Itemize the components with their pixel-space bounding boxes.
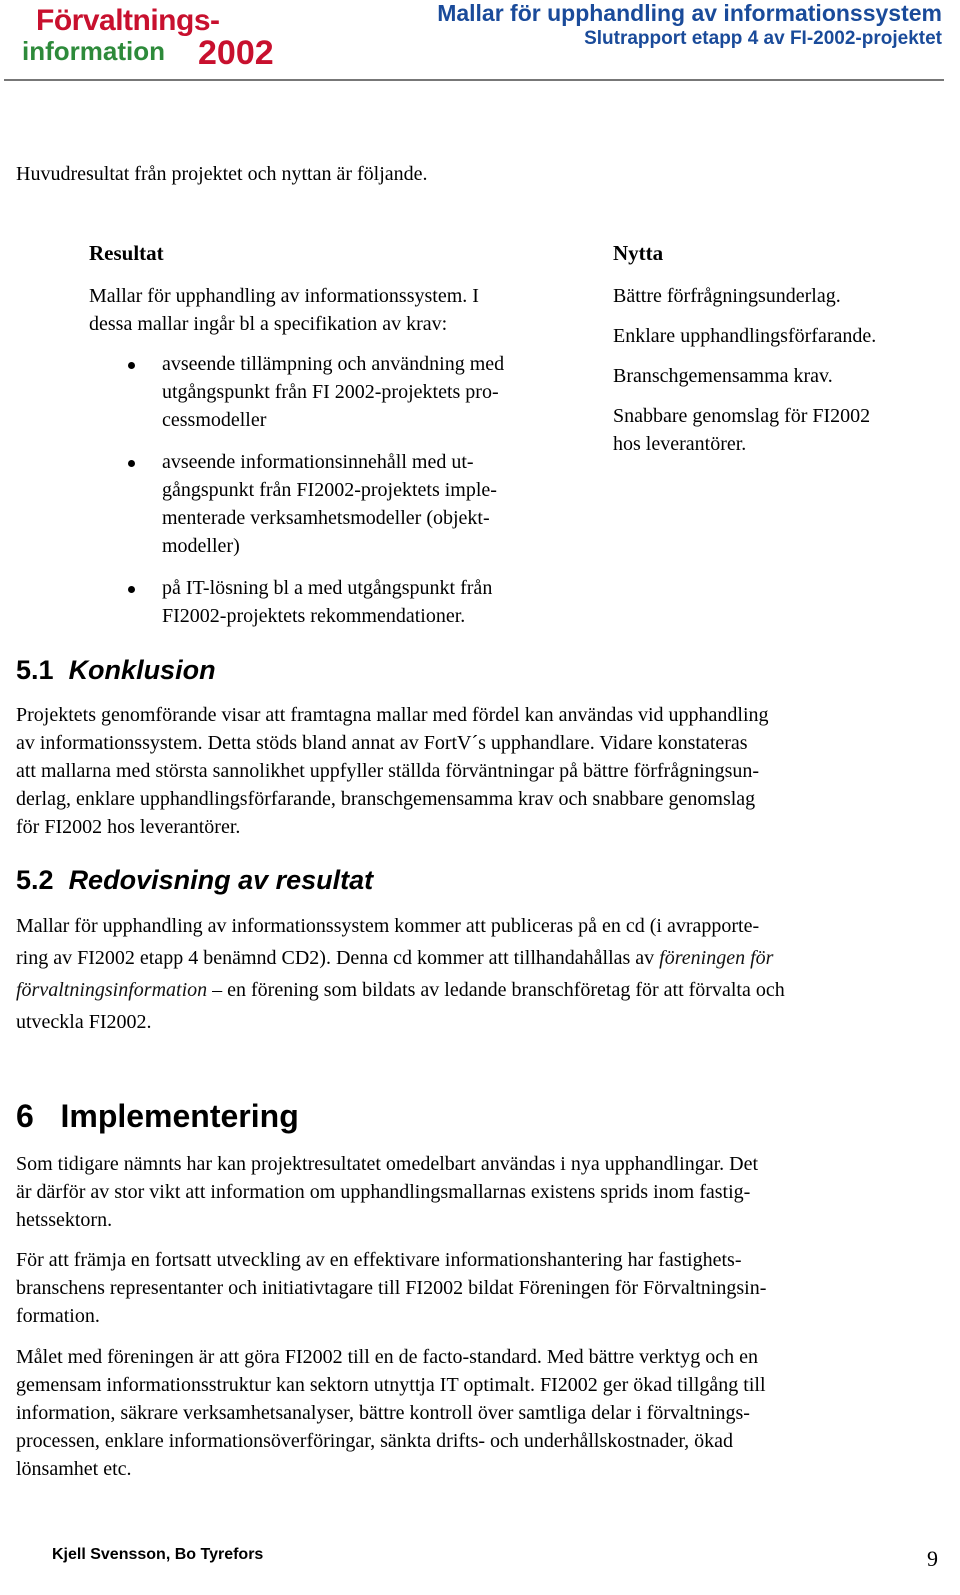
paragraph-line: information, säkrare verksamhetsanalyser, bättre kontroll över samtliga delar i förvaltnings-: [16, 1402, 750, 1424]
paragraph-line: För att främja en fortsatt utveckling av en effektivare informationshantering har fastighets-: [16, 1249, 742, 1271]
nytta-item: Bättre förfrågningsunderlag.: [613, 285, 841, 307]
text-run: – en förening som bildats av ledande branschföretag för att förvalta och: [207, 979, 785, 1001]
resultat-line: Mallar för upphandling av informationssystem. I: [89, 285, 479, 307]
section-title: Konklusion: [68, 655, 216, 685]
paragraph-line: för FI2002 hos leverantörer.: [16, 816, 241, 838]
implementering-paragraph: [16, 1246, 941, 1330]
paragraph-line: derlag, enklare upphandlingsförfarande, branschgemensamma krav och snabbare genomslag: [16, 788, 756, 810]
page-header: [0, 0, 960, 82]
paragraph-line: gemensam informationsstruktur kan sektorn utnyttja IT optimalt. FI2002 ger ökad tillgång till: [16, 1374, 766, 1396]
paragraph-line: formation.: [16, 1305, 100, 1327]
redovisning-paragraph: [16, 910, 941, 1038]
intro-text: Huvudresultat från projektet och nyttan är följande.: [16, 163, 428, 185]
nytta-item: Branschgemensamma krav.: [613, 365, 833, 387]
paragraph-line: Målet med föreningen är att göra FI2002 till en de facto-standard. Med bättre verktyg och en: [16, 1346, 758, 1368]
paragraph-line: är därför av stor vikt att information om upphandlingsmallarnas existens sprids inom fastig-: [16, 1181, 751, 1203]
nytta-item: hos leverantörer.: [613, 433, 747, 455]
resultat-heading: Resultat: [89, 241, 164, 265]
logo-year: 2002: [198, 34, 274, 72]
paragraph-line: utveckla FI2002.: [16, 1011, 152, 1033]
implementering-paragraph: [16, 1150, 941, 1234]
paragraph-line: [16, 974, 941, 1006]
forvaltningsinformation-logo: [22, 4, 272, 74]
nytta-heading: Nytta: [613, 241, 664, 265]
chapter-title: Implementering: [60, 1098, 299, 1134]
document-title: Mallar för upphandling av informationssystem: [437, 0, 942, 26]
bullet-line: modeller): [162, 535, 240, 557]
section-heading-5-2: [16, 865, 373, 896]
nytta-item: Snabbare genomslag för FI2002: [613, 405, 871, 427]
document-subtitle: Slutrapport etapp 4 av FI-2002-projektet: [584, 28, 942, 49]
bullet-dot: [128, 586, 135, 593]
paragraph-line: Som tidigare nämnts har kan projektresultatet omedelbart användas i nya upphandlingar. Det: [16, 1153, 759, 1175]
bullet-line: avseende tillämpning och användning med: [162, 353, 505, 375]
section-title: Redovisning av resultat: [68, 865, 374, 895]
bullet-dot: [128, 362, 135, 369]
bullet-line: menterade verksamhetsmodeller (objekt-: [162, 507, 490, 529]
bullet-line: avseende informationsinnehåll med ut-: [162, 451, 474, 473]
logo-line2: information: [22, 36, 165, 66]
text-run: ring av FI2002 etapp 4 benämnd CD2). Denna cd kommer att tillhandahållas av: [16, 947, 655, 969]
bullet-item: [162, 448, 612, 560]
bullet-item: [162, 350, 612, 434]
paragraph-line: att mallarna med största sannolikhet uppfyller ställda förväntningar på bättre förfrågningsun-: [16, 760, 760, 782]
nytta-item: Enklare upphandlingsförfarande.: [613, 325, 877, 347]
resultat-text: [89, 282, 589, 338]
chapter-number: 6: [16, 1098, 34, 1134]
paragraph-line: av informationssystem. Detta stöds bland annat av FortV´s upphandlare. Vidare konstateras: [16, 732, 748, 754]
konklusion-paragraph: [16, 701, 941, 841]
paragraph-line: hetssektorn.: [16, 1209, 113, 1231]
forening-name-script: förvaltningsinformation: [16, 979, 208, 1001]
bullet-line: FI2002-projektets rekommendationer.: [162, 605, 466, 627]
paragraph-line: Projektets genomförande visar att framtagna mallar med fördel kan användas vid upphandling: [16, 704, 769, 726]
page-number: 9: [927, 1546, 938, 1571]
header-divider: [4, 79, 944, 81]
paragraph-line: processen, enklare informationsöverföringar, sänkta drifts- och underhållskostnader, ökad: [16, 1430, 734, 1452]
bullet-line: på IT-lösning bl a med utgångspunkt från: [162, 577, 493, 599]
forening-name-script: föreningen för: [659, 947, 774, 969]
paragraph-line: branschens representanter och initiativtagare till FI2002 bildat Föreningen för Förvaltningsin-: [16, 1277, 767, 1299]
bullet-line: gångspunkt från FI2002-projektets imple-: [162, 479, 497, 501]
resultat-line: dessa mallar ingår bl a specifikation av krav:: [89, 313, 448, 335]
bullet-line: utgångspunkt från FI 2002-projektets pro-: [162, 381, 499, 403]
chapter-heading-6: [16, 1098, 299, 1135]
footer-authors: Kjell Svensson, Bo Tyrefors: [52, 1546, 264, 1563]
bullet-dot: [128, 460, 135, 467]
paragraph-line: [16, 942, 941, 974]
section-heading-5-1: [16, 655, 216, 686]
section-number: 5.2: [16, 865, 54, 895]
section-number: 5.1: [16, 655, 54, 685]
paragraph-line: Mallar för upphandling av informationssystem kommer att publiceras på en cd (i avrapporte-: [16, 915, 760, 937]
bullet-line: cessmodeller: [162, 409, 267, 431]
logo-line1: Förvaltnings-: [36, 4, 220, 37]
bullet-item: [162, 574, 612, 630]
paragraph-line: lönsamhet etc.: [16, 1458, 132, 1480]
implementering-paragraph: [16, 1343, 941, 1483]
